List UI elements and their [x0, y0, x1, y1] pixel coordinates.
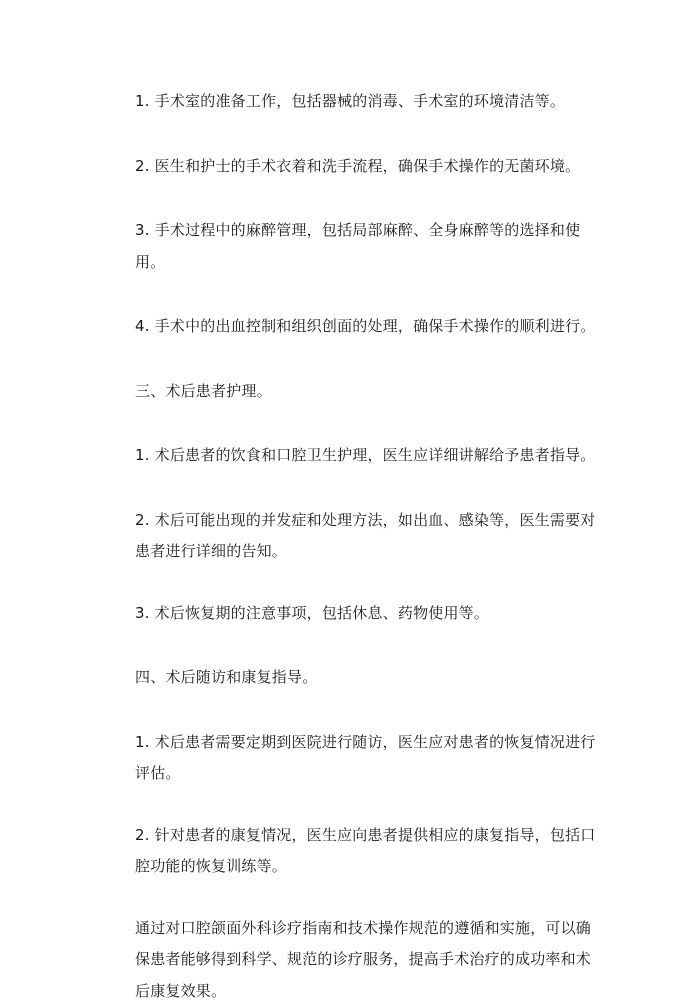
section-heading: 三、术后患者护理。 [135, 376, 597, 408]
list-item: 4. 手术中的出血控制和组织创面的处理，确保手术操作的顺利进行。 [135, 311, 597, 343]
list-item: 1. 手术室的准备工作，包括器械的消毒、手术室的环境清洁等。 [135, 86, 597, 118]
section-heading: 四、术后随访和康复指导。 [135, 662, 597, 694]
list-item: 2. 术后可能出现的并发症和处理方法，如出血、感染等，医生需要对患者进行详细的告知。 [135, 505, 597, 568]
list-item: 1. 术后患者的饮食和口腔卫生护理，医生应详细讲解给予患者指导。 [135, 440, 597, 472]
list-item: 3. 术后恢复期的注意事项，包括休息、药物使用等。 [135, 598, 597, 630]
conclusion-paragraph: 通过对口腔颌面外科诊疗指南和技术操作规范的遵循和实施，可以确保患者能够得到科学、规范的诊疗服务，提高手术治疗的成功率和术后康复效果。 [135, 913, 597, 1007]
list-item: 2. 医生和护士的手术衣着和洗手流程，确保手术操作的无菌环境。 [135, 151, 597, 183]
list-item: 1. 术后患者需要定期到医院进行随访，医生应对患者的恢复情况进行评估。 [135, 727, 597, 790]
list-item: 3. 手术过程中的麻醉管理，包括局部麻醉、全身麻醉等的选择和使用。 [135, 215, 597, 278]
list-item: 2. 针对患者的康复情况，医生应向患者提供相应的康复指导，包括口腔功能的恢复训练等。 [135, 820, 597, 883]
document-body [135, 86, 597, 1007]
